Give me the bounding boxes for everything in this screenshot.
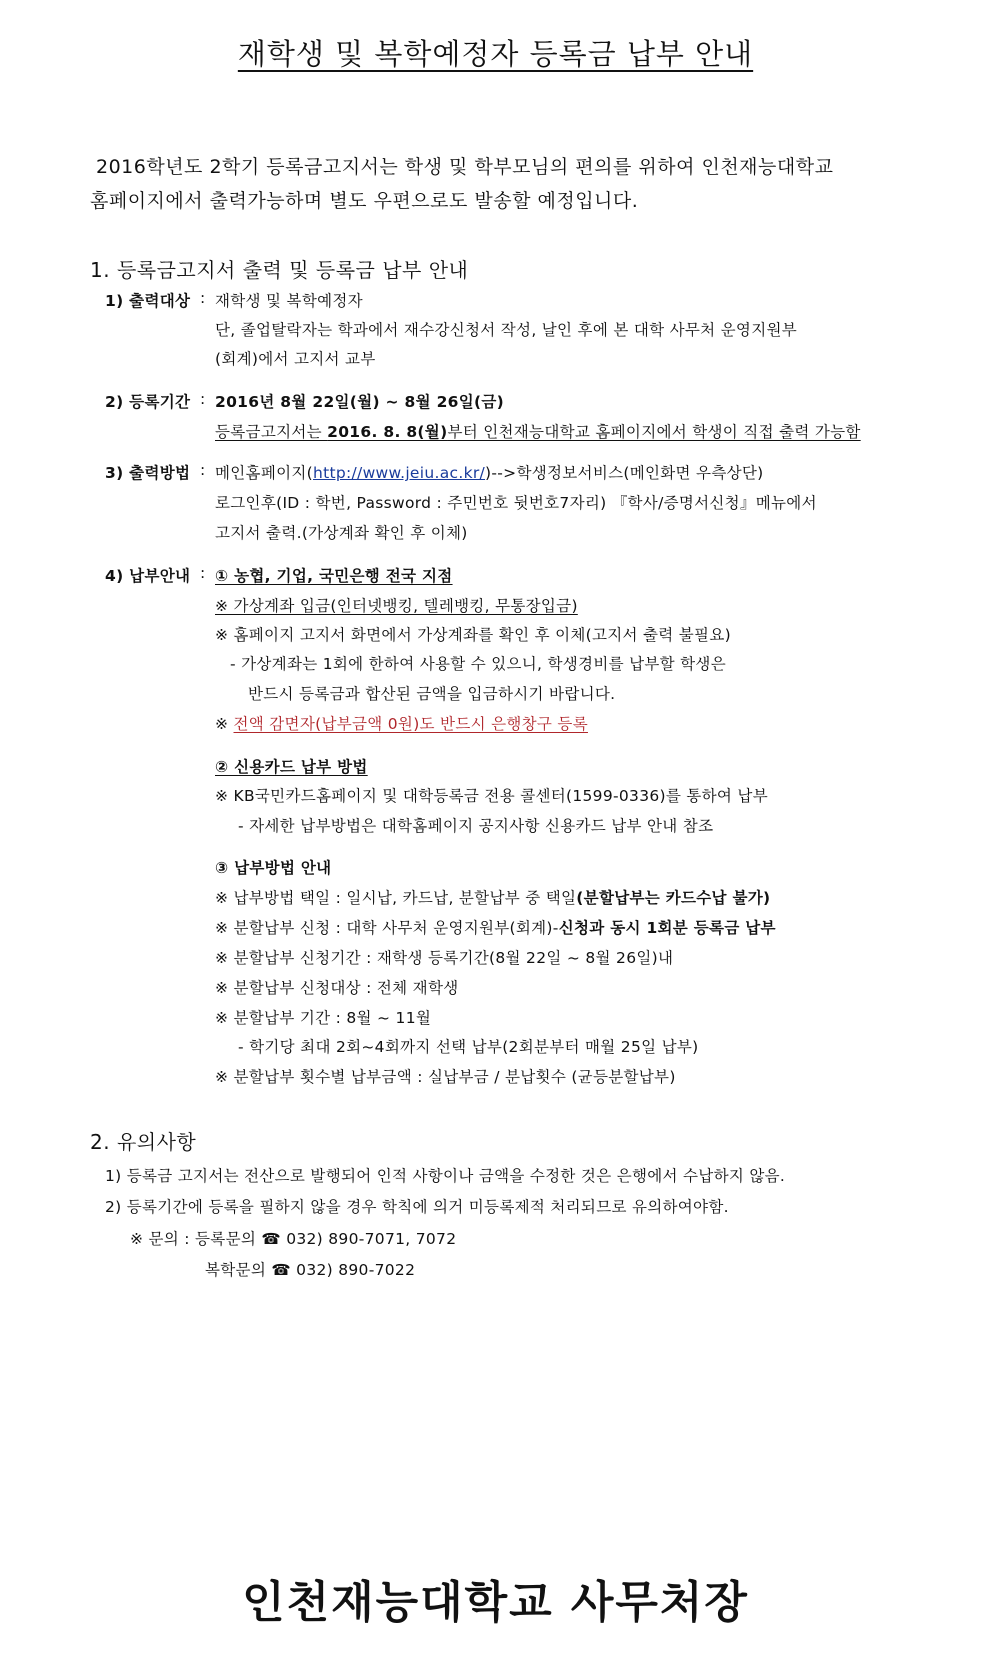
intro-line-2: 홈페이지에서 출력가능하며 별도 우편으로도 발송할 예정입니다. xyxy=(90,190,639,212)
sub3-line6: - 학기당 최대 2회~4회까지 선택 납부(2회분부터 매월 25일 납부) xyxy=(238,1038,699,1056)
section1-heading: 1. 등록금고지서 출력 및 등록금 납부 안내 xyxy=(90,258,469,282)
sub3-line4: ※ 분할납부 신청대상 : 전체 재학생 xyxy=(215,979,459,997)
sub2-heading: ② 신용카드 납부 방법 xyxy=(215,758,368,776)
item3-sep: : xyxy=(200,461,206,479)
item2-label: 2) 등록기간 xyxy=(105,393,191,411)
contact-line2: 복학문의 ☎ 032) 890-7022 xyxy=(205,1261,416,1279)
sub3-heading: ③ 납부방법 안내 xyxy=(215,859,332,877)
item1-label: 1) 출력대상 xyxy=(105,292,191,310)
item2-line2-a: 등록금고지서는 xyxy=(215,423,328,441)
sub3-line7: ※ 분할납부 횟수별 납부금액 : 실납부금 / 분납횟수 (균등분할납부) xyxy=(215,1068,676,1086)
sub3-line1-b: (분할납부는 카드수납 불가) xyxy=(576,889,771,907)
sub1-line1 xyxy=(215,594,578,616)
sub3-line1 xyxy=(215,886,770,908)
sub2-line2: - 자세한 납부방법은 대학홈페이지 공지사항 신용카드 납부 안내 참조 xyxy=(238,817,714,835)
item2-line2-c: 부터 인천재능대학교 홈페이지에서 학생이 직접 출력 가능함 xyxy=(447,423,861,441)
item2-line2-date: 2016. 8. 8(월) xyxy=(327,423,448,441)
sub1-line2: ※ 홈페이지 고지서 화면에서 가상계좌를 확인 후 이체(고지서 출력 불필요) xyxy=(215,626,731,644)
sub1-line4: 반드시 등록금과 합산된 금액을 입금하시기 바랍니다. xyxy=(248,685,616,703)
item3-line3: 고지서 출력.(가상계좌 확인 후 이체) xyxy=(215,524,468,542)
sub3-line2 xyxy=(215,916,776,938)
section2-heading: 2. 유의사항 xyxy=(90,1130,197,1154)
sub1-line5-mark: ※ xyxy=(215,715,234,733)
sub1-line5-warning: 전액 감면자(납부금액 0원)도 반드시 은행창구 등록 xyxy=(233,715,588,733)
homepage-link[interactable]: http://www.jeiu.ac.kr/ xyxy=(313,464,486,482)
item3-label: 3) 출력방법 xyxy=(105,464,191,482)
item2-line2 xyxy=(215,420,861,442)
item4-sep: : xyxy=(200,564,206,582)
sub3-line3: ※ 분할납부 신청기간 : 재학생 등록기간(8월 22일 ~ 8월 26일)내 xyxy=(215,949,674,967)
item1-line3: (회계)에서 고지서 교부 xyxy=(215,350,376,368)
sub1-heading: ① 농협, 기업, 국민은행 전국 지점 xyxy=(215,567,453,585)
contact-line1: ※ 문의 : 등록문의 ☎ 032) 890-7071, 7072 xyxy=(130,1230,457,1248)
item1-line2: 단, 졸업탈락자는 학과에서 재수강신청서 작성, 날인 후에 본 대학 사무처 운영지원부 xyxy=(215,321,798,339)
sub2-line1: ※ KB국민카드홈페이지 및 대학등록금 전용 콜센터(1599-0336)를 통하여 납부 xyxy=(215,787,768,805)
item3-line1-a: 메인홈페이지( xyxy=(215,464,313,482)
item4-label: 4) 납부안내 xyxy=(105,567,191,585)
item3-line1 xyxy=(215,461,763,483)
sub1-line5 xyxy=(215,712,588,734)
issuer-signature: 인천재능대학교 사무처장 xyxy=(242,1577,749,1628)
item3-line1-c: )-->학생정보서비스(메인화면 우측상단) xyxy=(485,464,764,482)
item2-sep: : xyxy=(200,390,206,408)
sub1-line3: - 가상계좌는 1회에 한하여 사용할 수 있으니, 학생경비를 납부할 학생은 xyxy=(230,655,726,673)
document-title: 재학생 및 복학예정자 등록금 납부 안내 xyxy=(237,37,754,71)
item3-line2: 로그인후(ID : 학번, Password : 주민번호 뒷번호7자리) 『학사/증명서신청』메뉴에서 xyxy=(215,494,817,512)
item1-sep: : xyxy=(200,289,206,307)
sub3-line2-b: 신청과 동시 1회분 등록금 납부 xyxy=(558,919,776,937)
item2-line1: 2016년 8월 22일(월) ~ 8월 26일(금) xyxy=(215,393,505,411)
item1-line1: 재학생 및 복학예정자 xyxy=(215,292,363,310)
section2-line1: 1) 등록금 고지서는 전산으로 발행되어 인적 사항이나 금액을 수정한 것은 은행에서 수납하지 않음. xyxy=(105,1167,786,1185)
sub3-line1-a: ※ 납부방법 택일 : 일시납, 카드납, 분할납부 중 택일 xyxy=(215,889,577,907)
sub3-line5: ※ 분할납부 기간 : 8월 ~ 11월 xyxy=(215,1009,432,1027)
sub3-line2-a: ※ 분할납부 신청 : 대학 사무처 운영지원부(회계)- xyxy=(215,919,559,937)
section2-line2: 2) 등록기간에 등록을 필하지 않을 경우 학칙에 의거 미등록제적 처리되므로 유의하여야함. xyxy=(105,1198,729,1216)
intro-line-1: 2016학년도 2학기 등록금고지서는 학생 및 학부모님의 편의를 위하여 인천재능대학교 xyxy=(96,156,834,178)
sub1-line1-text: ※ 가상계좌 입금(인터넷뱅킹, 텔레뱅킹, 무통장입금) xyxy=(215,597,578,615)
